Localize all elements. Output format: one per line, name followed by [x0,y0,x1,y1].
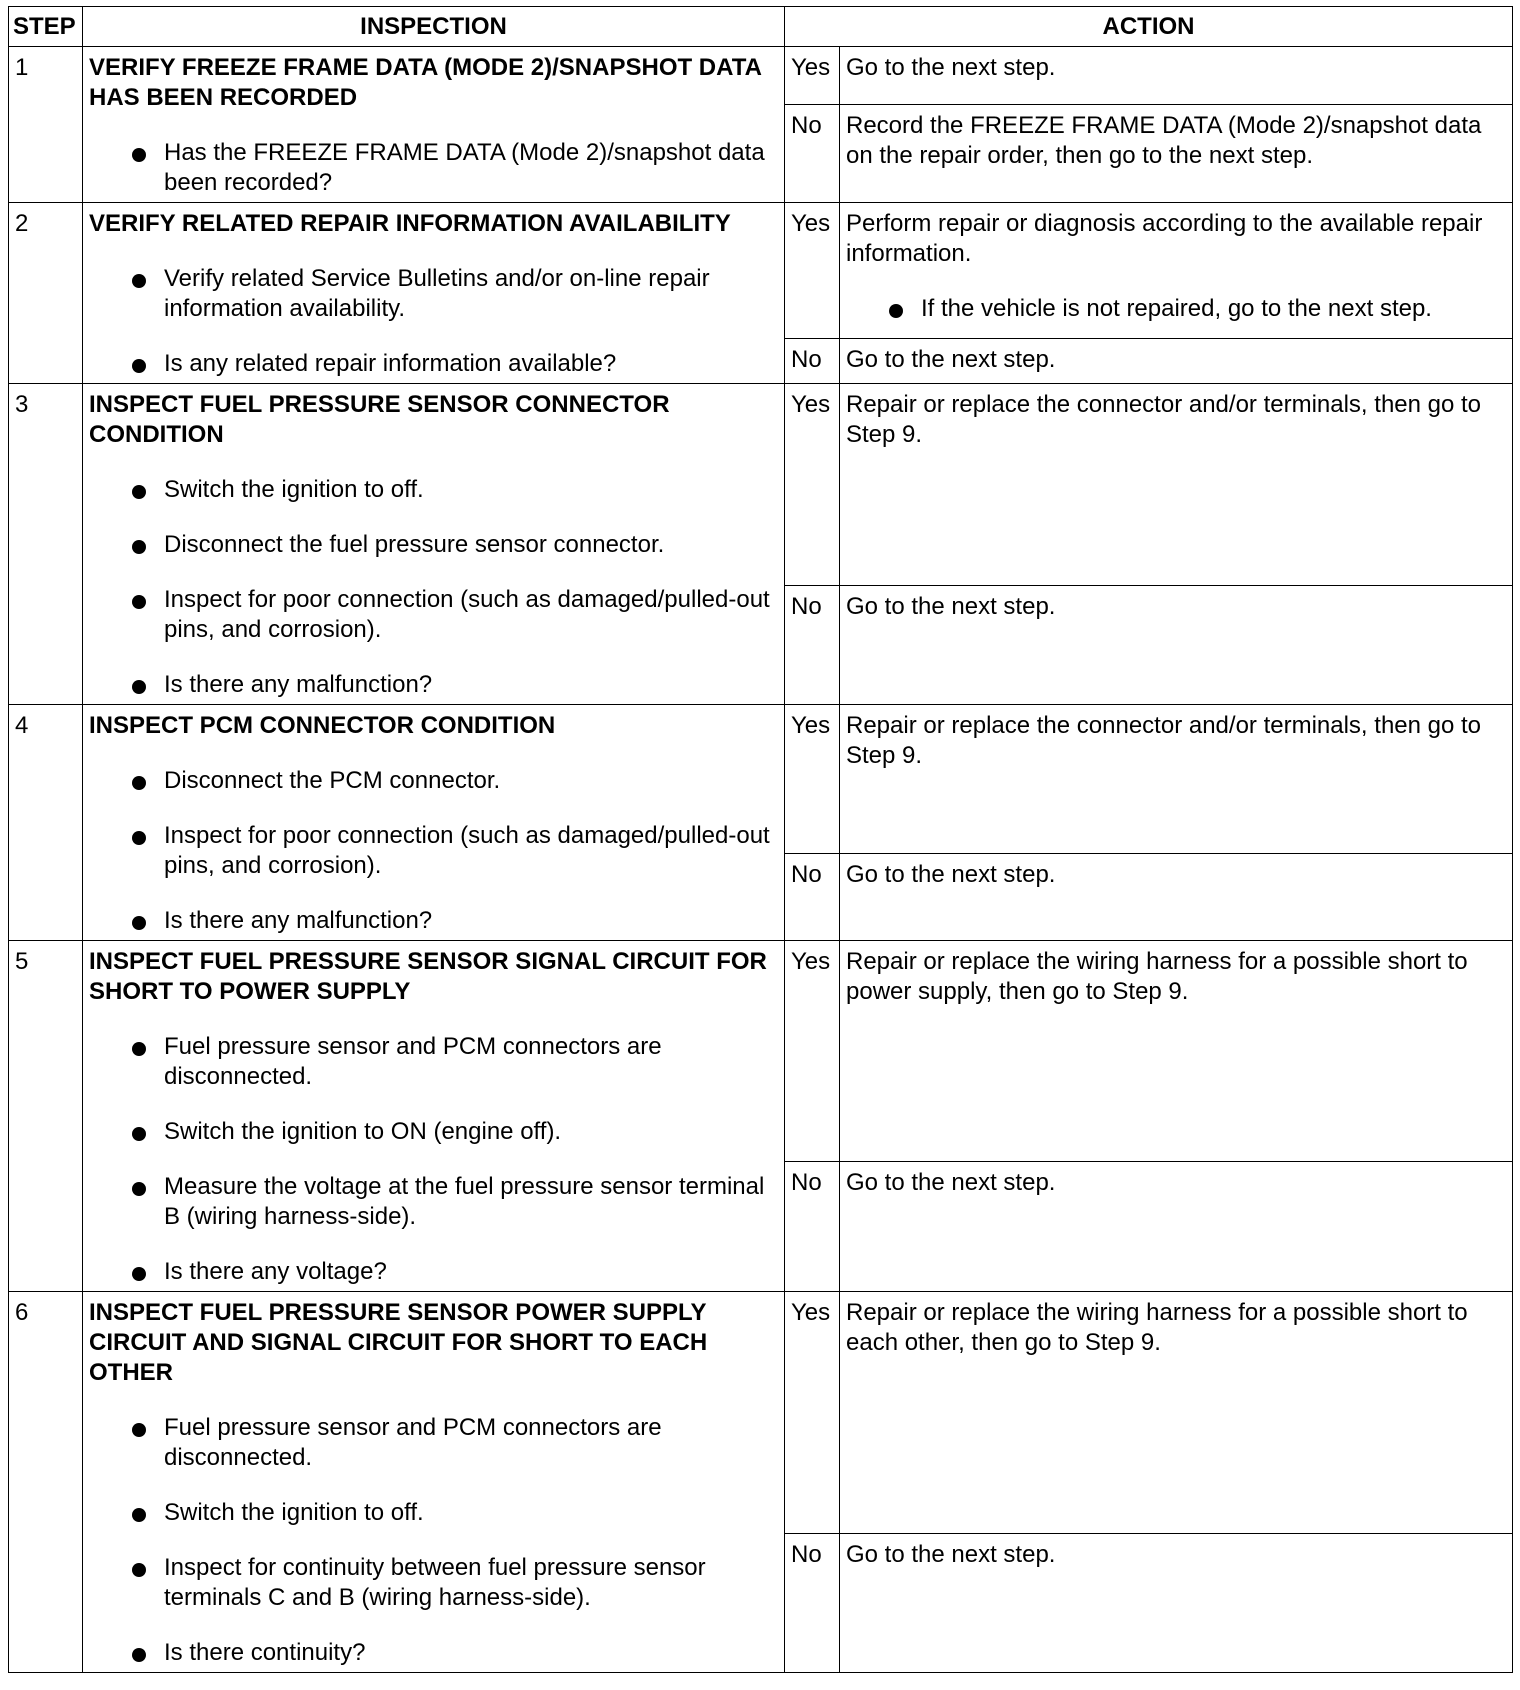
no-action-text: Go to the next step. [840,854,1513,941]
step-column-header: STEP [9,7,83,47]
inspection-checklist [89,475,778,700]
inspection-item: Is there continuity? [89,1638,778,1668]
yes-label: Yes [785,47,840,105]
inspection-item: Disconnect the fuel pressure sensor connector. [89,530,778,560]
inspection-cell [83,47,785,203]
inspection-item: Is there any malfunction? [89,670,778,700]
inspection-item: Fuel pressure sensor and PCM connectors are disconnected. [89,1032,778,1092]
no-action-text: Go to the next step. [840,1162,1513,1292]
inspection-column-header: INSPECTION [83,7,785,47]
inspection-item: Inspect for poor connection (such as damaged/pulled-out pins, and corrosion). [89,585,778,645]
inspection-item: Switch the ignition to off. [89,1498,778,1528]
inspection-cell [83,1292,785,1673]
inspection-title: VERIFY FREEZE FRAME DATA (MODE 2)/SNAPSHOT DATA HAS BEEN RECORDED [89,54,762,111]
action-note: If the vehicle is not repaired, go to the next step. [846,294,1506,324]
yes-action-cell [840,47,1513,105]
inspection-item: Is there any voltage? [89,1257,778,1287]
yes-label: Yes [785,384,840,586]
table-row [9,705,1513,854]
no-action-text: Go to the next step. [840,339,1513,384]
step-number: 5 [9,941,83,1292]
yes-action-text: Repair or replace the connector and/or terminals, then go to Step 9. [846,391,1482,448]
yes-action-cell [840,1292,1513,1534]
yes-action-text: Perform repair or diagnosis according to the available repair information. [846,210,1483,267]
yes-action-text: Repair or replace the wiring harness for a possible short to each other, then go to Step 9. [846,1299,1468,1356]
inspection-item: Is any related repair information available? [89,349,778,379]
table-row [9,47,1513,105]
table-row [9,941,1513,1162]
inspection-title: VERIFY RELATED REPAIR INFORMATION AVAILABILITY [89,210,731,237]
inspection-checklist [89,138,778,198]
no-action-text: Go to the next step. [840,585,1513,704]
yes-action-text: Repair or replace the wiring harness for a possible short to power supply, then go to Step 9. [846,948,1468,1005]
inspection-item: Inspect for continuity between fuel pressure sensor terminals C and B (wiring harness-side). [89,1553,778,1613]
inspection-cell [83,941,785,1292]
yes-action-text: Repair or replace the connector and/or terminals, then go to Step 9. [846,712,1482,769]
yes-action-cell [840,941,1513,1162]
inspection-cell [83,384,785,705]
inspection-cell [83,203,785,384]
inspection-checklist [89,766,778,936]
inspection-item: Switch the ignition to off. [89,475,778,505]
step-number: 1 [9,47,83,203]
table-header-row [9,7,1513,47]
yes-action-cell [840,705,1513,854]
no-label: No [785,585,840,704]
action-column-header: ACTION [785,7,1513,47]
step-number: 2 [9,203,83,384]
diagnostic-table [8,6,1513,1673]
yes-action-notes [846,294,1506,324]
inspection-item: Fuel pressure sensor and PCM connectors are disconnected. [89,1413,778,1473]
table-row [9,203,1513,339]
step-number: 3 [9,384,83,705]
inspection-title: INSPECT PCM CONNECTOR CONDITION [89,712,556,739]
yes-label: Yes [785,1292,840,1534]
yes-label: Yes [785,941,840,1162]
yes-label: Yes [785,203,840,339]
step-number: 6 [9,1292,83,1673]
yes-label: Yes [785,705,840,854]
inspection-item: Inspect for poor connection (such as damaged/pulled-out pins, and corrosion). [89,821,778,881]
table-row [9,1292,1513,1534]
no-label: No [785,339,840,384]
yes-action-cell [840,203,1513,339]
inspection-item: Switch the ignition to ON (engine off). [89,1117,778,1147]
diagnostic-procedure-document [8,6,1513,1673]
yes-action-cell [840,384,1513,586]
no-label: No [785,1533,840,1672]
inspection-item: Is there any malfunction? [89,906,778,936]
inspection-checklist [89,1413,778,1668]
inspection-item: Measure the voltage at the fuel pressure sensor terminal B (wiring harness-side). [89,1172,778,1232]
no-label: No [785,104,840,202]
inspection-cell [83,705,785,941]
no-action-text: Record the FREEZE FRAME DATA (Mode 2)/snapshot data on the repair order, then go to the next step. [840,104,1513,202]
no-action-text: Go to the next step. [840,1533,1513,1672]
no-label: No [785,1162,840,1292]
table-row [9,384,1513,586]
inspection-item: Has the FREEZE FRAME DATA (Mode 2)/snapshot data been recorded? [89,138,778,198]
inspection-checklist [89,1032,778,1287]
inspection-title: INSPECT FUEL PRESSURE SENSOR POWER SUPPLY CIRCUIT AND SIGNAL CIRCUIT FOR SHORT TO EACH OTHER [89,1299,708,1386]
no-label: No [785,854,840,941]
steps-body [9,47,1513,1673]
yes-action-text: Go to the next step. [846,54,1056,81]
inspection-title: INSPECT FUEL PRESSURE SENSOR CONNECTOR CONDITION [89,391,670,448]
step-number: 4 [9,705,83,941]
inspection-title: INSPECT FUEL PRESSURE SENSOR SIGNAL CIRCUIT FOR SHORT TO POWER SUPPLY [89,948,767,1005]
inspection-checklist [89,264,778,379]
inspection-item: Disconnect the PCM connector. [89,766,778,796]
inspection-item: Verify related Service Bulletins and/or on-line repair information availability. [89,264,778,324]
